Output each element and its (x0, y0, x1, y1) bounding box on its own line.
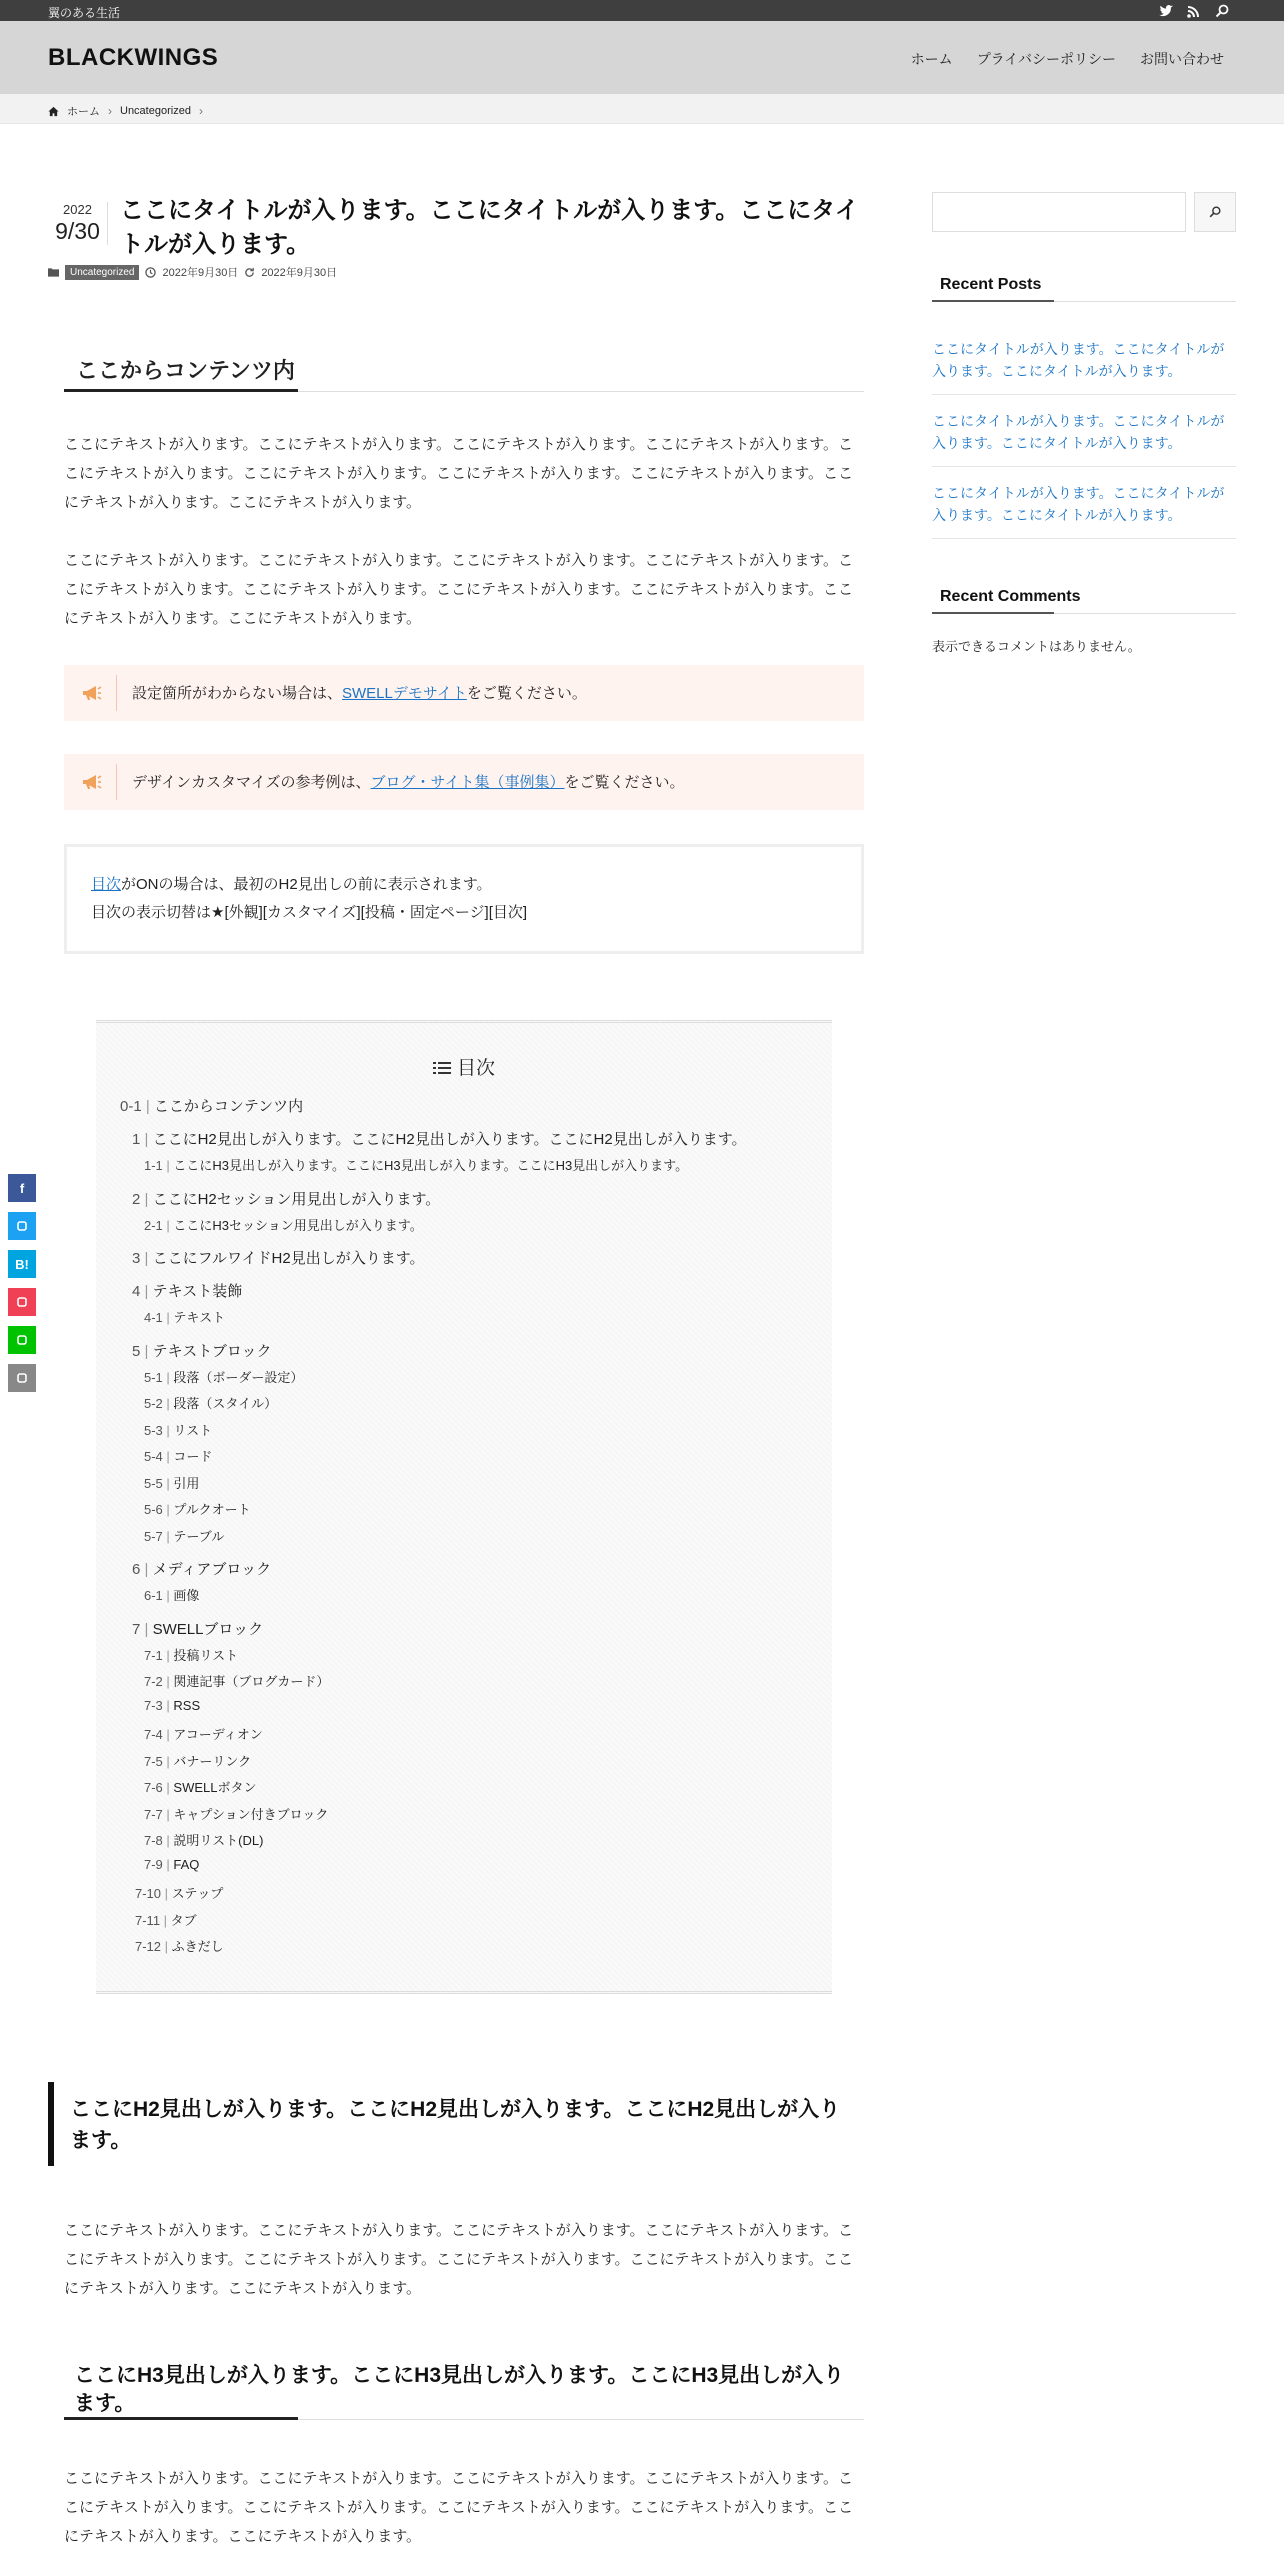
toc-item[interactable]: 7-2 | 関連記事（ブログカード） (144, 1674, 330, 1689)
swell-demo-link[interactable]: SWELLデモサイト (342, 685, 467, 702)
chevron-right-icon: › (198, 104, 203, 118)
notice-box-demo: 設定箇所がわからない場合は、SWELLデモサイトをご覧ください。 (64, 665, 864, 721)
h2-heading: ここにH2見出しが入ります。ここにH2見出しが入ります。ここにH2見出しが入ります。 (48, 2082, 880, 2166)
recent-post-item[interactable]: ここにタイトルが入ります。ここにタイトルが入ります。ここにタイトルが入ります。 (932, 410, 1236, 467)
breadcrumb (0, 94, 1284, 124)
published-date: 2022年9月30日 (162, 267, 239, 279)
paragraph: ここにテキストが入ります。ここにテキストが入ります。ここにテキストが入ります。ここにテキストが入ります。ここにテキストが入ります。ここにテキストが入ります。ここにテキストが入ります。ここにテキストが入ります。ここにテキストが入ります。ここにテキストが入ります。 (64, 2470, 854, 2545)
toc-link[interactable]: 目次 (91, 876, 122, 893)
twitter-icon[interactable] (1158, 3, 1174, 19)
line-icon[interactable] (8, 1326, 36, 1354)
site-header (0, 21, 1284, 94)
toc-item[interactable]: 7-9 | FAQ (144, 1856, 200, 1872)
toc-item[interactable]: 5-2 | 段落（スタイル） (144, 1396, 278, 1411)
notice-box-examples: デザインカスタマイズの参考例は、ブログ・サイト集（事例集）をご覧ください。 (64, 754, 864, 810)
toc-item[interactable]: 4-1 | テキスト (144, 1310, 226, 1325)
toc-item[interactable]: 5-4 | コード (144, 1449, 213, 1464)
global-nav (911, 49, 1224, 69)
toc-item[interactable]: 1 | ここにH2見出しが入ります。ここにH2見出しが入ります。ここにH2見出しが入ります。 (132, 1131, 747, 1148)
toc-item[interactable]: 6-1 | 画像 (144, 1588, 200, 1603)
top-bar (0, 0, 1284, 21)
toc-item[interactable]: 7-11 | タブ (135, 1912, 197, 1928)
post-title: ここにタイトルが入ります。ここにタイトルが入ります。ここにタイトルが入ります。 (120, 197, 859, 258)
toc-item[interactable]: 7 | SWELLブロック (132, 1620, 264, 1638)
clock-icon (145, 267, 156, 278)
table-of-contents (96, 1020, 832, 1994)
post-date-year: 2022 (63, 202, 92, 217)
toc-item[interactable]: 7-4 | アコーディオン (144, 1727, 263, 1742)
paragraph: ここにテキストが入ります。ここにテキストが入ります。ここにテキストが入ります。ここにテキストが入ります。ここにテキストが入ります。ここにテキストが入ります。ここにテキストが入ります。ここにテキストが入ります。ここにテキストが入ります。ここにテキストが入ります。 (64, 2222, 854, 2297)
toc-item[interactable]: 7-12 | ふきだし (135, 1939, 224, 1954)
hatena-icon[interactable]: B! (8, 1250, 36, 1278)
examples-link[interactable]: ブログ・サイト集（事例集） (370, 774, 565, 791)
megaphone-icon (80, 681, 104, 705)
paragraph: ここにテキストが入ります。ここにテキストが入ります。ここにテキストが入ります。ここにテキストが入ります。ここにテキストが入ります。ここにテキストが入ります。ここにテキストが入ります。ここにテキストが入ります。ここにテキストが入ります。ここにテキストが入ります。 (64, 436, 854, 511)
folder-icon (48, 267, 59, 277)
toc-item[interactable]: 3 | ここにフルワイドH2見出しが入ります。 (132, 1250, 425, 1267)
h3-heading: ここにH3見出しが入ります。ここにH3見出しが入ります。ここにH3見出しが入ります。 (64, 2354, 864, 2420)
search-input[interactable] (932, 192, 1186, 232)
recent-post-item[interactable]: ここにタイトルが入ります。ここにタイトルが入ります。ここにタイトルが入ります。 (932, 482, 1236, 539)
toc-item[interactable]: 5-1 | 段落（ボーダー設定） (144, 1369, 304, 1385)
recent-post-item[interactable]: ここにタイトルが入ります。ここにタイトルが入ります。ここにタイトルが入ります。 (932, 338, 1236, 395)
nav-contact[interactable]: お問い合わせ (1140, 51, 1224, 67)
pocket-icon[interactable] (8, 1288, 36, 1316)
nav-home[interactable]: ホーム (910, 51, 953, 67)
toc-item[interactable]: 7-6 | SWELLボタン (144, 1780, 257, 1795)
toc-item[interactable]: 7-1 | 投稿リスト (144, 1647, 239, 1663)
recent-posts-title: Recent Posts (932, 268, 1236, 302)
toc-item[interactable]: 1-1 | ここにH3見出しが入ります。ここにH3見出しが入ります。ここにH3見出しが入ります。 (144, 1158, 689, 1173)
category-badge[interactable]: Uncategorized (65, 265, 139, 280)
content-heading: ここからコンテンツ内 (64, 350, 864, 392)
toc-item[interactable]: 2 | ここにH2セッション用見出しが入ります。 (132, 1190, 441, 1208)
toc-note-box: 目次がONの場合は、最初のH2見出しの前に表示されます。 目次の表示切替は★[外観][カスタマイズ][投稿・固定ページ][目次] (64, 844, 864, 954)
post-meta (48, 264, 337, 280)
toc-note-line: 目次の表示切替は★[外観][カスタマイズ][投稿・固定ページ][目次] (91, 904, 528, 921)
toc-title: 目次 (96, 1053, 832, 1080)
copy-icon[interactable] (8, 1364, 36, 1392)
toc-item[interactable]: 7-5 | バナーリンク (144, 1753, 252, 1769)
toc-item[interactable]: 7-8 | 説明リスト(DL) (144, 1833, 264, 1848)
post-date-box (48, 202, 108, 245)
share-bar (8, 1174, 36, 1402)
modified-date: 2022年9月30日 (261, 267, 338, 279)
site-tagline: 翼のある生活 (48, 6, 121, 20)
toc-item[interactable]: 2-1 | ここにH3セッション用見出しが入ります。 (144, 1217, 423, 1233)
toc-item[interactable]: 7-7 | キャプション付きブロック (144, 1806, 329, 1822)
no-comments-text: 表示できるコメントはありません。 (932, 639, 1141, 654)
list-icon (433, 1061, 451, 1075)
top-icons (1158, 3, 1230, 19)
toc-item[interactable]: 5-5 | 引用 (144, 1475, 200, 1491)
paragraph: ここにテキストが入ります。ここにテキストが入ります。ここにテキストが入ります。ここにテキストが入ります。ここにテキストが入ります。ここにテキストが入ります。ここにテキストが入ります。ここにテキストが入ります。ここにテキストが入ります。ここにテキストが入ります。 (64, 552, 854, 627)
toc-item[interactable]: 5-3 | リスト (144, 1422, 213, 1438)
home-icon (48, 106, 59, 117)
toc-item[interactable]: 0-1 | ここからコンテンツ内 (120, 1098, 304, 1115)
rss-icon[interactable] (1186, 3, 1202, 19)
toc-item[interactable]: 6 | メディアブロック (132, 1561, 272, 1578)
breadcrumb-category[interactable]: Uncategorized (120, 105, 191, 117)
search-icon (1208, 205, 1222, 219)
recent-comments-title: Recent Comments (932, 580, 1236, 614)
toc-item[interactable]: 5-6 | プルクオート (144, 1502, 251, 1517)
toc-item[interactable]: 5 | テキストブロック (132, 1342, 272, 1360)
toc-item[interactable]: 4 | テキスト装飾 (132, 1283, 243, 1300)
search-icon[interactable] (1214, 3, 1230, 19)
nav-privacy-policy[interactable]: プライバシーポリシー (976, 51, 1116, 67)
refresh-icon (244, 267, 255, 278)
toc-item[interactable]: 7-10 | ステップ (135, 1886, 224, 1901)
chevron-right-icon: › (108, 104, 112, 118)
breadcrumb-home[interactable]: ホーム (67, 106, 100, 118)
toc-item[interactable]: 5-7 | テーブル (144, 1528, 225, 1544)
twitter-icon[interactable] (8, 1212, 36, 1240)
search-button[interactable] (1194, 192, 1236, 232)
megaphone-icon (80, 770, 104, 794)
facebook-icon[interactable]: f (8, 1174, 36, 1202)
toc-item[interactable]: 7-3 | RSS (144, 1697, 201, 1713)
site-logo[interactable]: BLACKWINGS (48, 44, 219, 71)
post-date-monthday: 9/30 (55, 218, 100, 244)
